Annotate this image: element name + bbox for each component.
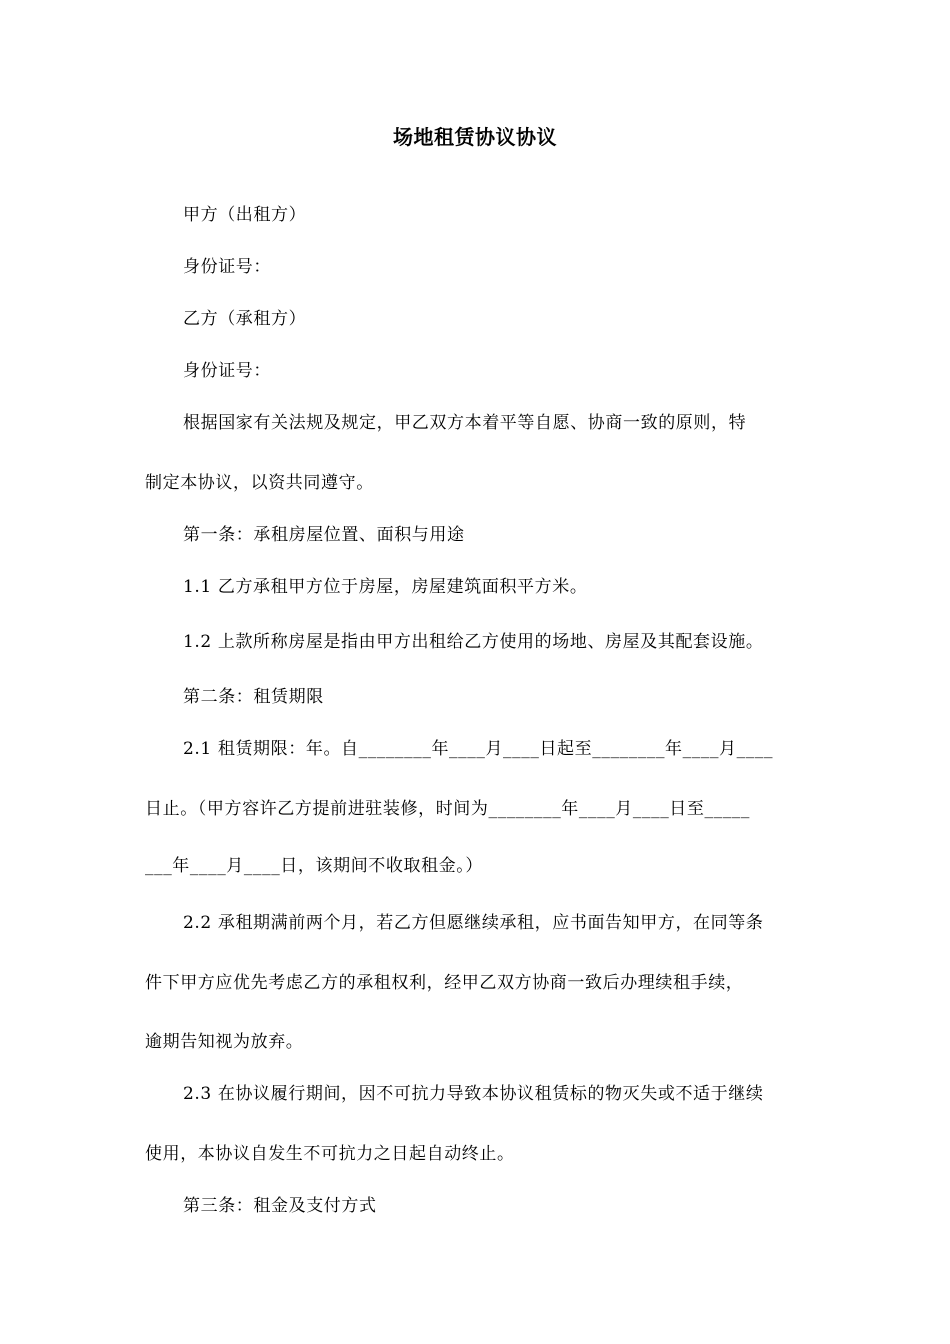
clause-2-2-line-3: 逾期告知视为放弃。 [145,1032,304,1052]
party-a-label: 甲方（出租方） [183,205,307,225]
party-a-id-label: 身份证号： [183,257,271,277]
article-3-heading: 第三条：租金及支付方式 [183,1196,377,1216]
preamble-line-1: 根据国家有关法规及规定，甲乙双方本着平等自愿、协商一致的原则，特 [183,413,747,433]
party-b-id-label: 身份证号： [183,361,271,381]
clause-2-3-line-1: 2.3 在协议履行期间，因不可抗力导致本协议租赁标的物灭失或不适于继续 [183,1084,764,1104]
article-1-heading: 第一条：承租房屋位置、面积与用途 [183,525,465,545]
clause-2-3-line-2: 使用，本协议自发生不可抗力之日起自动终止。 [145,1144,515,1164]
article-2-heading: 第二条：租赁期限 [183,687,324,707]
document-title: 场地租赁协议协议 [393,125,557,149]
clause-1-1: 1.1 乙方承租甲方位于房屋，房屋建筑面积平方米。 [183,577,588,597]
clause-2-1-line-1: 2.1 租赁期限：年。自________年____月____日起至________年____月____ [183,739,774,759]
preamble-line-2: 制定本协议，以资共同遵守。 [145,473,374,493]
clause-1-2: 1.2 上款所称房屋是指由甲方出租给乙方使用的场地、房屋及其配套设施。 [183,632,764,652]
clause-2-2-line-2: 件下甲方应优先考虑乙方的承租权利，经甲乙双方协商一致后办理续租手续， [145,973,744,993]
party-b-label: 乙方（承租方） [183,309,307,329]
clause-2-2-line-1: 2.2 承租期满前两个月，若乙方但愿继续承租，应书面告知甲方，在同等条 [183,913,764,933]
clause-2-1-line-2: 日止。（甲方容许乙方提前进驻装修，时间为________年____月____日至_____ [145,799,750,819]
clause-2-1-line-3: ___年____月____日，该期间不收取租金。） [145,856,483,876]
